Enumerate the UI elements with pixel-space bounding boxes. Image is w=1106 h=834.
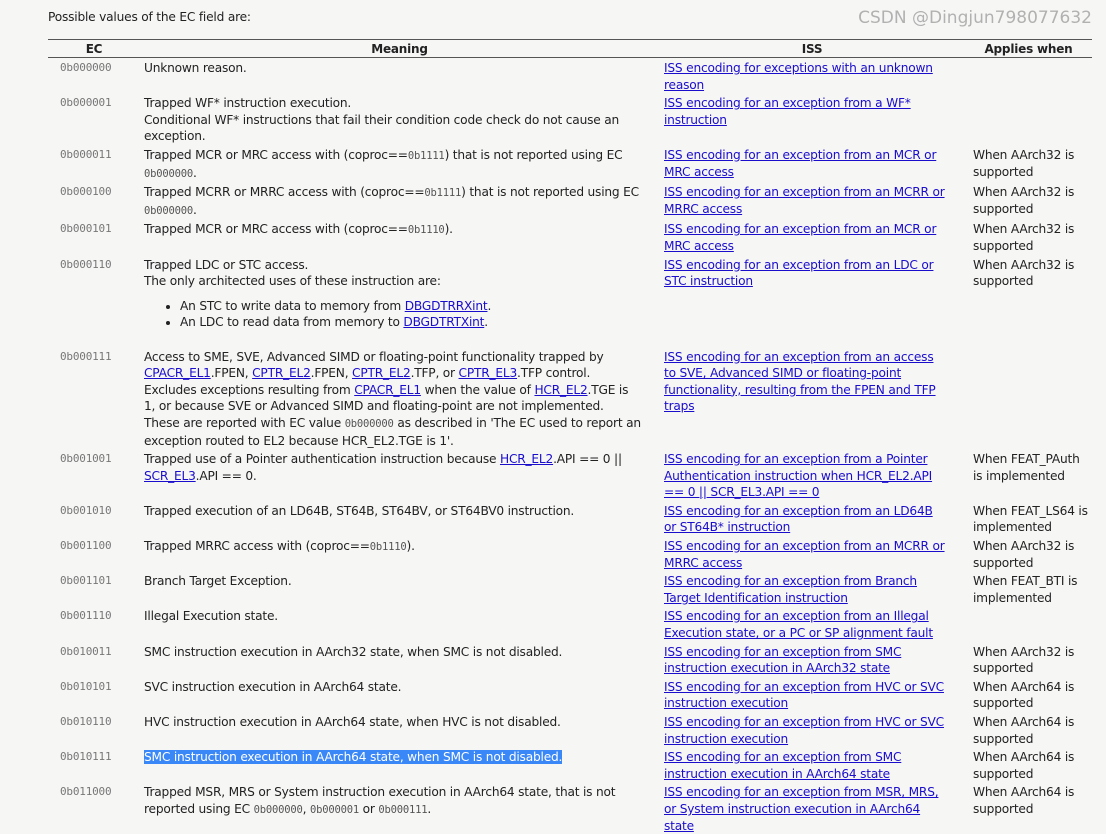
meaning-cell	[140, 782, 659, 834]
table-row	[48, 642, 1092, 677]
meaning-text: .FPEN,	[311, 366, 352, 380]
header-meaning: Meaning	[140, 40, 659, 58]
register-link[interactable]: CPTR_EL2	[352, 366, 411, 380]
iss-cell	[659, 449, 965, 501]
register-link[interactable]: HCR_EL2	[534, 383, 587, 397]
iss-cell	[659, 58, 965, 94]
inline-code: 0b1111	[408, 150, 445, 162]
meaning-cell	[140, 642, 659, 677]
meaning-text: Unknown reason.	[144, 61, 247, 75]
inline-code: 0b000000	[144, 205, 193, 217]
meaning-cell	[140, 536, 659, 571]
header-applies: Applies when	[965, 40, 1092, 58]
iss-link[interactable]: ISS encoding for an exception from an MCR or MRC access	[664, 222, 936, 253]
meaning-text: .	[487, 299, 491, 313]
applies-when: When FEAT_LS64 is implemented	[965, 501, 1092, 536]
ec-value: 0b001110	[48, 606, 140, 641]
applies-when: When AArch32 is supported	[965, 182, 1092, 219]
iss-link[interactable]: ISS encoding for exceptions with an unknown reason	[664, 61, 933, 92]
meaning-text: An LDC to read data from memory to	[180, 315, 403, 329]
meaning-text: .	[193, 203, 197, 217]
header-iss: ISS	[659, 40, 965, 58]
meaning-text: Trapped MCR or MRC access with (coproc==	[144, 222, 408, 236]
meaning-cell	[140, 747, 659, 782]
meaning-text: Trapped WF* instruction execution.	[144, 96, 351, 110]
meaning-text: Trapped LDC or STC access.	[144, 258, 308, 272]
ec-value: 0b000100	[48, 182, 140, 219]
iss-link[interactable]: ISS encoding for an exception from an LD64B or ST64B* instruction	[664, 504, 933, 535]
register-link[interactable]: SCR_EL3	[144, 469, 196, 483]
ec-value: 0b000000	[48, 58, 140, 94]
ec-value: 0b000001	[48, 93, 140, 145]
meaning-text: An STC to write data to memory from	[180, 299, 405, 313]
meaning-text: Trapped MSR, MRS or System instruction execution in AArch64 state, that is not reported using EC	[144, 785, 615, 816]
applies-when: When AArch64 is supported	[965, 747, 1092, 782]
table-row	[48, 93, 1092, 145]
meaning-text: as described in 'The EC used to report an exception routed to EL2 because HCR_EL2.TGE is 1'.	[144, 416, 641, 448]
applies-when: When AArch32 is supported	[965, 255, 1092, 347]
selected-text: SMC instruction execution in AArch64 state, when SMC is not disabled.	[144, 750, 562, 764]
iss-link[interactable]: ISS encoding for an exception from an LDC or STC instruction	[664, 258, 933, 289]
ec-value: 0b001101	[48, 571, 140, 606]
iss-link[interactable]: ISS encoding for an exception from SMC instruction execution in AArch64 state	[664, 750, 901, 781]
applies-when: When AArch64 is supported	[965, 712, 1092, 747]
applies-when: When AArch32 is supported	[965, 642, 1092, 677]
meaning-cell	[140, 93, 659, 145]
register-link[interactable]: CPACR_EL1	[354, 383, 421, 397]
inline-code: 0b000000	[144, 168, 193, 180]
meaning-text: The only architected uses of these instruction are:	[144, 274, 441, 288]
bullet-item	[180, 314, 641, 331]
meaning-cell	[140, 501, 659, 536]
iss-cell	[659, 712, 965, 747]
ec-value: 0b010111	[48, 747, 140, 782]
meaning-text: ) that is not reported using EC	[461, 185, 639, 199]
applies-when	[965, 347, 1092, 450]
table-row	[48, 501, 1092, 536]
table-row	[48, 782, 1092, 834]
table-header-row	[48, 40, 1092, 58]
ec-value: 0b010110	[48, 712, 140, 747]
iss-cell	[659, 93, 965, 145]
table-row	[48, 219, 1092, 254]
applies-when: When FEAT_PAuth is implemented	[965, 449, 1092, 501]
applies-when	[965, 58, 1092, 94]
meaning-text: .TGE is 1, or because SVE or Advanced SIMD and floating-point are not implemented. These are reported with EC value	[144, 383, 628, 430]
meaning-cell	[140, 255, 659, 347]
inline-code: 0b1110	[408, 224, 445, 236]
ec-value: 0b001010	[48, 501, 140, 536]
meaning-text: SVC instruction execution in AArch64 state.	[144, 680, 401, 694]
applies-when: When AArch64 is supported	[965, 677, 1092, 712]
meaning-text: ,	[303, 802, 310, 816]
ec-value: 0b010101	[48, 677, 140, 712]
meaning-text: SMC instruction execution in AArch32 state, when SMC is not disabled.	[144, 645, 562, 659]
table-row	[48, 145, 1092, 182]
register-link[interactable]: CPTR_EL2	[252, 366, 311, 380]
table-row	[48, 255, 1092, 347]
meaning-text: .	[193, 166, 197, 180]
iss-cell	[659, 747, 965, 782]
iss-cell	[659, 219, 965, 254]
table-row	[48, 536, 1092, 571]
table-row	[48, 182, 1092, 219]
inline-code: 0b1110	[370, 541, 407, 553]
register-link[interactable]: DBGDTRTXint	[403, 315, 484, 329]
meaning-cell	[140, 219, 659, 254]
iss-link[interactable]: ISS encoding for an exception from a WF* instruction	[664, 96, 911, 127]
table-row	[48, 347, 1092, 450]
meaning-cell	[140, 606, 659, 641]
applies-when	[965, 93, 1092, 145]
table-row	[48, 571, 1092, 606]
table-body	[48, 58, 1092, 834]
applies-when: When AArch32 is supported	[965, 219, 1092, 254]
meaning-text: .TFP, or	[411, 366, 459, 380]
meaning-text: Trapped MCR or MRC access with (coproc==	[144, 148, 408, 162]
iss-link[interactable]: ISS encoding for an exception from an MCRR or MRRC access	[664, 539, 945, 570]
table-row	[48, 58, 1092, 94]
meaning-cell	[140, 449, 659, 501]
iss-link[interactable]: ISS encoding for an exception from a Pointer Authentication instruction when HCR_EL2.API == 0 || SCR_EL3.API == 0	[664, 452, 932, 499]
inline-code: 0b000001	[310, 804, 359, 816]
meaning-text: Trapped MRRC access with (coproc==	[144, 539, 370, 553]
meaning-text: Trapped MCRR or MRRC access with (coproc==	[144, 185, 424, 199]
ec-values-table	[48, 39, 1092, 834]
register-link[interactable]: CPTR_EL3	[459, 366, 518, 380]
register-link[interactable]: CPACR_EL1	[144, 366, 211, 380]
ec-value: 0b000101	[48, 219, 140, 254]
meaning-text: .API == 0.	[196, 469, 257, 483]
table-row	[48, 449, 1092, 501]
meaning-text: ).	[407, 539, 415, 553]
table-row	[48, 712, 1092, 747]
meaning-text: Illegal Execution state.	[144, 609, 278, 623]
iss-cell	[659, 642, 965, 677]
iss-link[interactable]: ISS encoding for an exception from an Illegal Execution state, or a PC or SP alignment fault	[664, 609, 933, 640]
ec-value: 0b001100	[48, 536, 140, 571]
meaning-text: Access to SME, SVE, Advanced SIMD or floating-point functionality trapped by	[144, 350, 604, 364]
meaning-text: ) that is not reported using EC	[445, 148, 623, 162]
intro-text: Possible values of the EC field are:	[48, 10, 251, 24]
inline-code: 0b000000	[345, 418, 394, 430]
iss-link[interactable]: ISS encoding for an exception from an MCR or MRC access	[664, 148, 936, 179]
applies-when: When AArch64 is supported	[965, 782, 1092, 834]
table-row	[48, 677, 1092, 712]
inline-code: 0b000000	[254, 804, 303, 816]
applies-when: When AArch32 is supported	[965, 145, 1092, 182]
iss-cell	[659, 255, 965, 347]
iss-link[interactable]: ISS encoding for an exception from SMC instruction execution in AArch32 state	[664, 645, 901, 676]
meaning-text: or	[359, 802, 378, 816]
iss-link[interactable]: ISS encoding for an exception from an access to SVE, Advanced SIMD or floating-point functionality, resulting from the FPEN and TFP traps	[664, 350, 936, 414]
inline-code: 0b000111	[378, 804, 427, 816]
meaning-text: .	[427, 802, 431, 816]
ec-value: 0b000011	[48, 145, 140, 182]
meaning-text: .API == 0 ||	[553, 452, 622, 466]
inline-code: 0b1111	[424, 187, 461, 199]
applies-when: When FEAT_BTI is implemented	[965, 571, 1092, 606]
iss-cell	[659, 145, 965, 182]
ec-value: 0b001001	[48, 449, 140, 501]
iss-cell	[659, 347, 965, 450]
iss-link[interactable]: ISS encoding for an exception from Branch Target Identification instruction	[664, 574, 917, 605]
register-link[interactable]: HCR_EL2	[500, 452, 553, 466]
ec-value: 0b000111	[48, 347, 140, 450]
iss-link[interactable]: ISS encoding for an exception from an MCRR or MRRC access	[664, 185, 945, 216]
header-ec: EC	[48, 40, 140, 58]
meaning-text: Conditional WF* instructions that fail their condition code check do not cause an exception.	[144, 113, 619, 144]
meaning-cell	[140, 347, 659, 450]
meaning-text: Trapped use of a Pointer authentication instruction because	[144, 452, 500, 466]
bullet-list	[144, 298, 641, 331]
meaning-cell	[140, 145, 659, 182]
meaning-text: .FPEN,	[211, 366, 252, 380]
iss-cell	[659, 536, 965, 571]
meaning-cell	[140, 571, 659, 606]
iss-link[interactable]: ISS encoding for an exception from HVC or SVC instruction execution	[664, 680, 944, 711]
iss-link[interactable]: ISS encoding for an exception from HVC or SVC instruction execution	[664, 715, 944, 746]
meaning-text: .TFP control. Excludes exceptions resulting from	[144, 366, 590, 397]
iss-cell	[659, 182, 965, 219]
bullet-item	[180, 298, 641, 315]
ec-value: 0b010011	[48, 642, 140, 677]
ec-value: 0b000110	[48, 255, 140, 347]
iss-cell	[659, 571, 965, 606]
meaning-cell	[140, 182, 659, 219]
meaning-text: ).	[445, 222, 453, 236]
meaning-cell	[140, 712, 659, 747]
ec-value: 0b011000	[48, 782, 140, 834]
table-row	[48, 747, 1092, 782]
watermark: CSDN @Dingjun798077632	[858, 8, 1092, 28]
meaning-text: HVC instruction execution in AArch64 state, when HVC is not disabled.	[144, 715, 561, 729]
iss-cell	[659, 501, 965, 536]
applies-when	[965, 606, 1092, 641]
meaning-text: .	[484, 315, 488, 329]
meaning-text: Branch Target Exception.	[144, 574, 292, 588]
meaning-text: Trapped execution of an LD64B, ST64B, ST64BV, or ST64BV0 instruction.	[144, 504, 574, 518]
applies-when: When AArch32 is supported	[965, 536, 1092, 571]
meaning-cell	[140, 58, 659, 94]
table-row	[48, 606, 1092, 641]
iss-cell	[659, 677, 965, 712]
meaning-text: when the value of	[421, 383, 535, 397]
meaning-cell	[140, 677, 659, 712]
iss-cell	[659, 606, 965, 641]
iss-link[interactable]: ISS encoding for an exception from MSR, MRS, or System instruction execution in AArch64 state	[664, 785, 938, 832]
iss-cell	[659, 782, 965, 834]
register-link[interactable]: DBGDTRRXint	[405, 299, 488, 313]
